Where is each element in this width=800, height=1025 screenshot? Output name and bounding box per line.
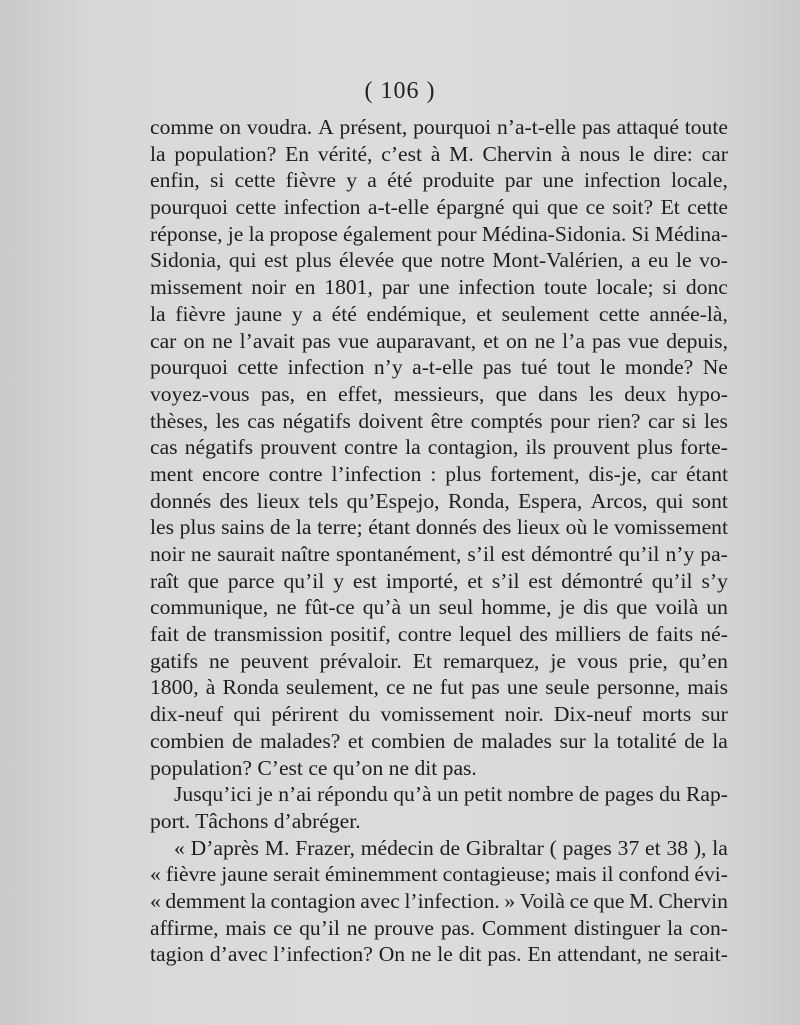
text-line: dix-neuf qui périrent du vomissement noir. Dix-neuf morts sur bbox=[150, 702, 728, 727]
text-line: cas négatifs prouvent contre la contagion, ils prouvent plus forte- bbox=[150, 435, 728, 460]
body-text bbox=[150, 114, 728, 968]
text-line: la fièvre jaune y a été endémique, et seulement cette année-là, bbox=[150, 301, 728, 326]
text-line: missement noir en 1801, par une infection toute locale; si donc bbox=[150, 275, 728, 300]
text-line: gatifs ne peuvent prévaloir. Et remarquez, je vous prie, qu’en bbox=[150, 648, 728, 673]
text-line: pourquoi cette infection a-t-elle épargné qui que ce soit? Et cette bbox=[150, 195, 728, 220]
text-line: la population? En vérité, c’est à M. Chervin à nous le dire: car bbox=[150, 141, 728, 166]
text-line: Sidonia, qui est plus élevée que notre Mont-Valérien, a eu le vo- bbox=[150, 248, 728, 273]
text-line: Jusqu’ici je n’ai répondu qu’à un petit nombre de pages du Rap- bbox=[174, 782, 728, 807]
text-line: affirme, mais ce qu’il ne prouve pas. Comment distinguer la con- bbox=[150, 915, 728, 940]
text-line: « D’après M. Frazer, médecin de Gibraltar ( pages 37 et 38 ), la bbox=[174, 835, 728, 860]
text-line: noir ne saurait naître spontanément, s’il est démontré qu’il n’y pa- bbox=[150, 542, 728, 566]
page-number: ( 106 ) bbox=[364, 78, 436, 104]
text-line: combien de malades? et combien de malades sur la totalité de la bbox=[150, 728, 728, 753]
text-line: 1800, à Ronda seulement, ce ne fut pas une seule personne, mais bbox=[150, 675, 728, 700]
text-line: population? C’est ce qu’on ne dit pas. bbox=[150, 755, 477, 780]
text-line: tagion d’avec l’infection? On ne le dit pas. En attendant, ne serait- bbox=[150, 942, 728, 967]
text-line: réponse, je la propose également pour Médina-Sidonia. Si Médina- bbox=[150, 221, 728, 246]
text-line: raît que parce qu’il y est importé, et s’il est démontré qu’il s’y bbox=[150, 568, 728, 593]
text-line: thèses, les cas négatifs doivent être comptés pour rien? car si les bbox=[150, 408, 728, 433]
text-line: « fièvre jaune serait éminemment contagieuse; mais il confond évi- bbox=[150, 862, 728, 887]
text-line: car on ne l’avait pas vue auparavant, et on ne l’a pas vue depuis, bbox=[150, 328, 728, 353]
text-line: ment encore contre l’infection : plus fortement, dis-je, car étant bbox=[150, 461, 728, 486]
text-line: enfin, si cette fièvre y a été produite par une infection locale, bbox=[150, 168, 728, 193]
text-line: communique, ne fût-ce qu’à un seul homme, je dis que voilà un bbox=[150, 595, 728, 620]
text-line: fait de transmission positif, contre lequel des milliers de faits né- bbox=[150, 622, 728, 647]
text-line: voyez-vous pas, en effet, messieurs, que dans les deux hypo- bbox=[150, 381, 728, 406]
text-line: « demment la contagion avec l’infection. » Voilà ce que M. Chervin bbox=[150, 888, 728, 913]
text-line: comme on voudra. A présent, pourquoi n’a-t-elle pas attaqué toute bbox=[150, 115, 728, 139]
text-line: les plus sains de la terre; étant donnés des lieux où le vomissement bbox=[150, 515, 728, 540]
text-line: pourquoi cette infection n’y a-t-elle pas tué tout le monde? Ne bbox=[150, 355, 728, 380]
text-line: port. Tâchons d’abréger. bbox=[150, 808, 361, 833]
text-line: donnés des lieux tels qu’Espejo, Ronda, Espera, Arcos, qui sont bbox=[150, 488, 728, 513]
